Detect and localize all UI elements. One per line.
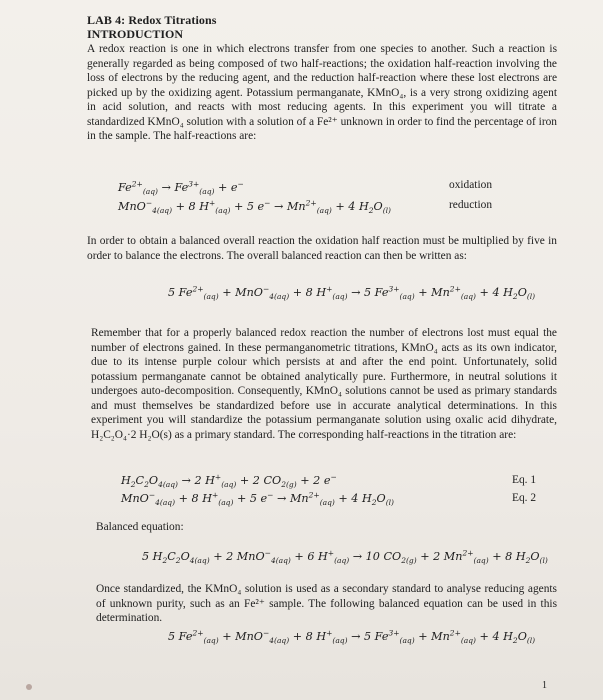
balance-paragraph: In order to obtain a balanced overall reaction the oxidation half reaction must be multiplied by five in order to balance the electrons. The overall balanced reaction can then be written as:	[87, 235, 557, 262]
oxidation-label: oxidation	[449, 179, 493, 191]
section-title: INTRODUCTION	[87, 27, 184, 41]
equation-permanganate-half: MnO−$_{4(aq)}$ + 8 $H^+_{(aq)} + 5$ $e^- \to Mn^{2+}_{(aq)} + 4$ $H_2O_{(l)}$	[121, 490, 394, 508]
permanganometric-paragraph: Remember that for a properly balanced redox reaction the number of electrons lost must equal the number of electrons gained. In these permanganometric titrations, KMnO₄ acts as its own indicator, due to its intense purple colour which persists at and after the end point. Unfortunately, solid potassium permanganate cannot be obtained analytically pure. Furthermore, in neutral solutions it undergoes auto-decomposition. Consequently, KMnO₄ solutions cannot be used as primary standards and must themselves be standardized before use in accurate analytical determinations. In this experiment you will standardize the potassium permanganate solution using oxalic acid dihydrate, H₂C₂O₄·2 H₂O(s) as a primary standard. The corresponding half-reactions in the titration are:	[91, 327, 557, 441]
intro-paragraph: A redox reaction is one in which electrons transfer from one species to another. Such a reaction is generally regarded as being composed of two half-reactions; the oxidation half-reaction involving the loss of electrons by the reducing agent, and the reduction half-reaction where these lost electrons are picked up by the oxidizing agent. Potassium permanganate, KMnO₄, is a very strong oxidizing agent in acid solution, and reacts with most reducing agents. In this experiment you will titrate a standardized KMnO₄ solution with a solution of a Fe²⁺ unknown in order to find the percentage of iron in the sample. The half-reactions are:	[87, 43, 557, 142]
balanced-equation-label: Balanced equation:	[96, 521, 184, 533]
eq1-label: Eq. 1	[512, 474, 537, 486]
equation-overall-iron: 5 $Fe^{2+}_{(aq)} + MnO^-_{4(aq)} + 8$ $H^+_{(aq)} \to 5$ $Fe^{3+}_{(aq)} + Mn^{2+}_{(aq)} + 4$ $H_2O_{(l)}$	[168, 284, 536, 302]
margin-mark	[26, 684, 32, 690]
lab-title: LAB 4: Redox Titrations	[87, 13, 217, 27]
standardized-paragraph: Once standardized, the KMnO₄ solution is used as a secondary standard to analyse reducing agents of unknown purity, such as an Fe²⁺ sample. The following balanced equation can be used in this determination.	[96, 583, 557, 624]
equation-oxalic-half: $H_2C_2O_{4(aq)} \to 2$ $H^+_{(aq)} + 2$ $CO_{2(g)} + 2$ e−	[121, 472, 337, 490]
equation-oxidation-half: $Fe^{2+}_{(aq)} \to Fe^{3+}_{(aq)} + e^-$	[118, 179, 244, 197]
reduction-label: reduction	[449, 199, 493, 211]
eq2-label: Eq. 2	[512, 492, 537, 504]
page-number: 1	[542, 680, 547, 691]
equation-oxalic-overall: 5 $H_2C_2O_{4(aq)} + 2$ MnO−$_{4(aq)}$ + 6 $H^+_{(aq)} \to 10$ $CO_{2(g)} + 2$ $Mn^{2+}_{(aq)} + 8$ $H_2O_{(l)}$	[142, 548, 548, 566]
equation-determination: 5 $Fe^{2+}_{(aq)} + MnO^-_{4(aq)} + 8$ $H^+_{(aq)} \to 5$ $Fe^{3+}_{(aq)} + Mn^{2+}_{(aq)} + 4$ $H_2O_{(l)}$	[168, 628, 536, 646]
equation-reduction-half: MnO−$_{4(aq)}$ + 8 $H^+_{(aq)} + 5$ $e^- \to Mn^{2+}_{(aq)} + 4$ $H_2O_{(l)}$	[118, 198, 391, 216]
